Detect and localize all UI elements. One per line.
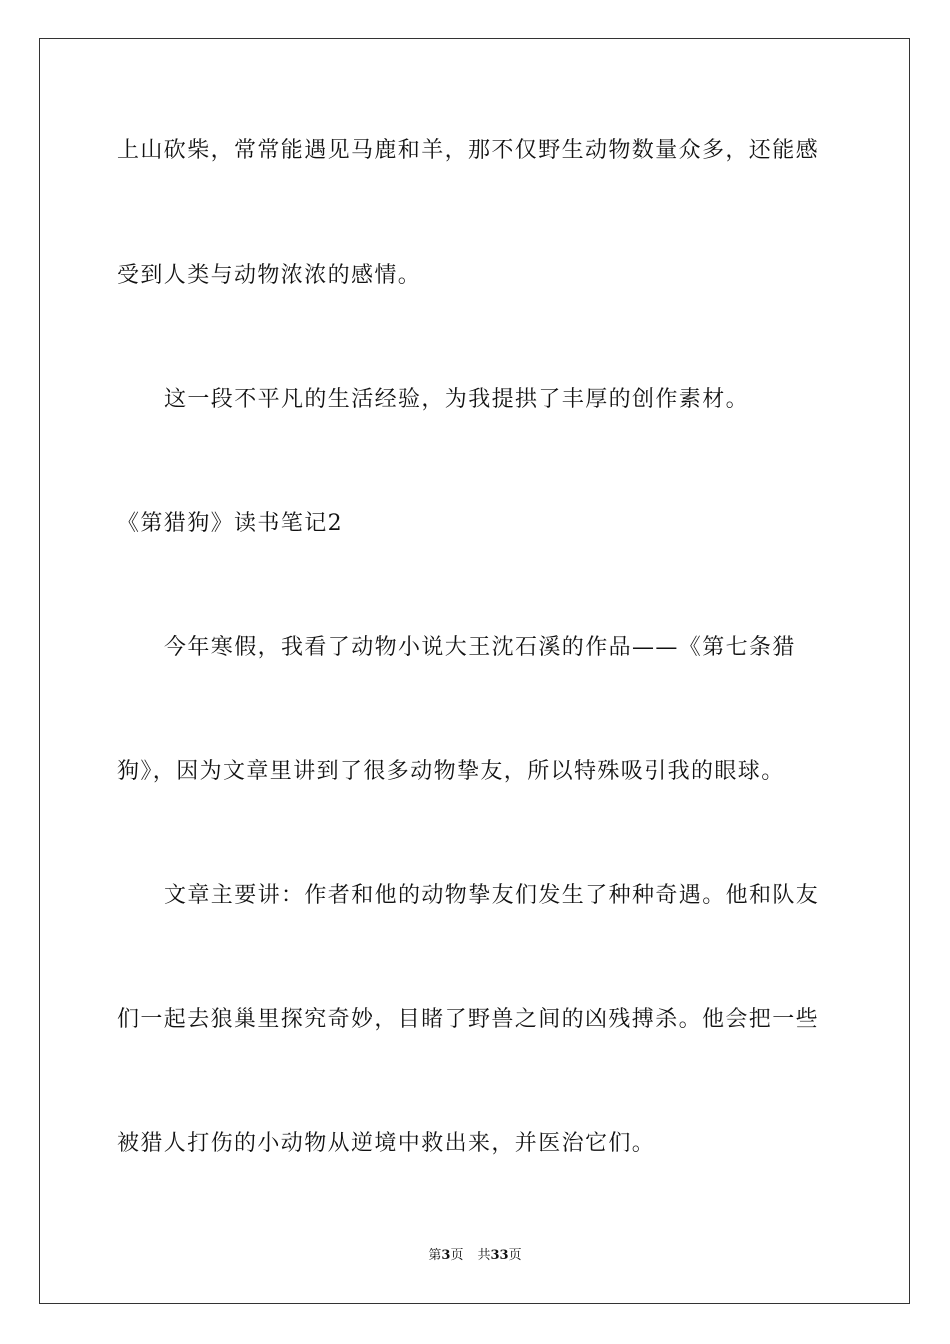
total-pages: 33 bbox=[490, 1248, 509, 1263]
page-prefix: 第 bbox=[428, 1248, 442, 1263]
paragraph-line: 上山砍柴，常常能遇见马鹿和羊，那不仅野生动物数量众多，还能感 bbox=[117, 138, 820, 163]
paragraph-line: 这一段不平凡的生活经验，为我提拱了丰厚的创作素材。 bbox=[164, 387, 750, 412]
paragraph-line: 今年寒假，我看了动物小说大王沈石溪的作品——《第七条猎 bbox=[164, 635, 796, 660]
total-suffix: 页 bbox=[508, 1248, 522, 1263]
paragraph-line: 狗》，因为文章里讲到了很多动物挚友，所以特殊吸引我的眼球。 bbox=[117, 759, 785, 784]
paragraph-line: 受到人类与动物浓浓的感情。 bbox=[117, 263, 422, 288]
page-border bbox=[39, 38, 910, 1304]
page-footer bbox=[0, 1247, 950, 1265]
section-heading: 《第猎狗》读书笔记2 bbox=[117, 511, 343, 536]
page-number: 3 bbox=[441, 1248, 451, 1263]
page-suffix: 页 bbox=[450, 1248, 464, 1263]
paragraph-line: 文章主要讲：作者和他的动物挚友们发生了种种奇遇。他和队友 bbox=[164, 883, 820, 908]
paragraph-line: 们一起去狼巢里探究奇妙，目睹了野兽之间的凶残搏杀。他会把一些 bbox=[117, 1007, 820, 1032]
paragraph-line: 被猎人打伤的小动物从逆境中救出来，并医治它们。 bbox=[117, 1131, 656, 1156]
total-prefix: 共 bbox=[477, 1248, 491, 1263]
